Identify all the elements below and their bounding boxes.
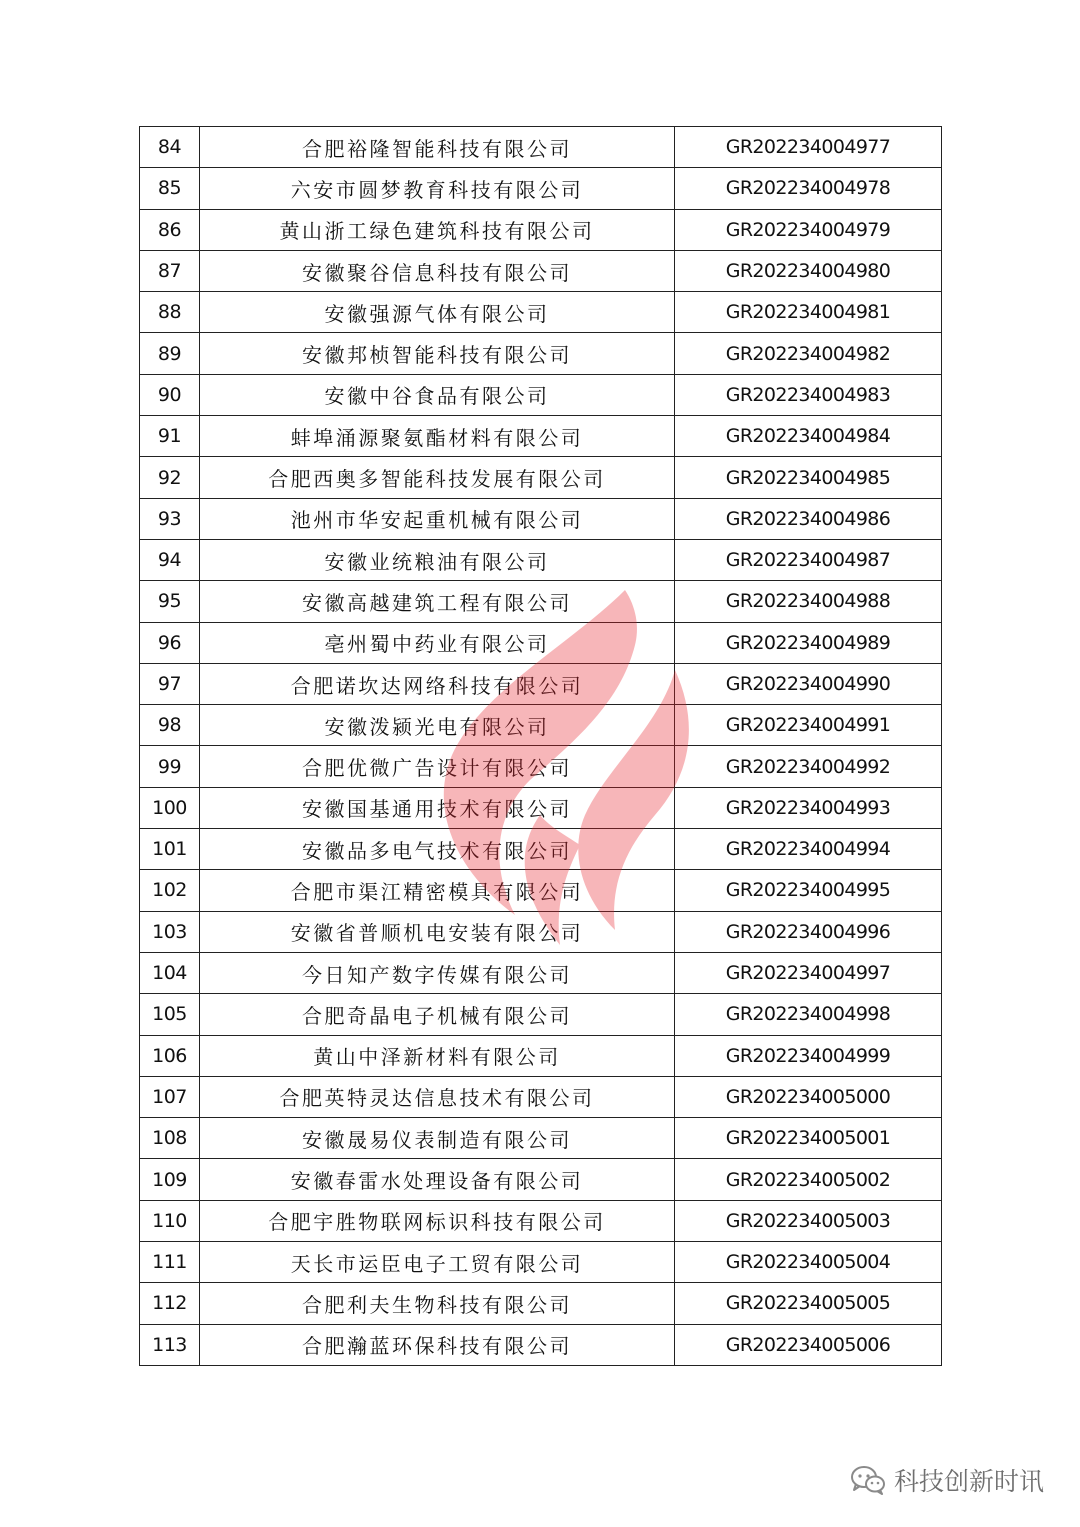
- company-name-cell: 安徽省普顺机电安装有限公司: [200, 911, 675, 952]
- company-name-cell: 合肥诺坎达网络科技有限公司: [200, 663, 675, 704]
- certificate-number-cell: GR202234004992: [675, 746, 942, 787]
- table-row: [140, 457, 942, 498]
- row-number-cell: 88: [140, 292, 200, 333]
- company-name-cell: 六安市圆梦教育科技有限公司: [200, 168, 675, 209]
- certificate-number-cell: GR202234004984: [675, 416, 942, 457]
- certificate-table: [139, 126, 942, 1366]
- certificate-number-cell: GR202234005000: [675, 1076, 942, 1117]
- company-name-cell: 安徽国基通用技术有限公司: [200, 787, 675, 828]
- row-number-cell: 108: [140, 1118, 200, 1159]
- company-name-cell: 今日知产数字传媒有限公司: [200, 952, 675, 993]
- certificate-number-cell: GR202234004997: [675, 952, 942, 993]
- company-name-cell: 黄山浙工绿色建筑科技有限公司: [200, 209, 675, 250]
- table-row: [140, 994, 942, 1035]
- company-name-cell: 合肥奇晶电子机械有限公司: [200, 994, 675, 1035]
- row-number-cell: 102: [140, 870, 200, 911]
- company-name-cell: 合肥市渠江精密模具有限公司: [200, 870, 675, 911]
- table-row: [140, 952, 942, 993]
- row-number-cell: 111: [140, 1242, 200, 1283]
- footer-brand-text: 科技创新时讯: [893, 1467, 1044, 1496]
- row-number-cell: 110: [140, 1200, 200, 1241]
- row-number-cell: 93: [140, 498, 200, 539]
- table-row: [140, 746, 942, 787]
- table-row: [140, 333, 942, 374]
- certificate-number-cell: GR202234004981: [675, 292, 942, 333]
- row-number-cell: 113: [140, 1324, 200, 1365]
- company-name-cell: 合肥西奥多智能科技发展有限公司: [200, 457, 675, 498]
- row-number-cell: 96: [140, 622, 200, 663]
- certificate-number-cell: GR202234004983: [675, 374, 942, 415]
- certificate-number-cell: GR202234005002: [675, 1159, 942, 1200]
- company-name-cell: 合肥利夫生物科技有限公司: [200, 1283, 675, 1324]
- company-name-cell: 安徽聚谷信息科技有限公司: [200, 250, 675, 291]
- certificate-number-cell: GR202234005005: [675, 1283, 942, 1324]
- certificate-number-cell: GR202234004990: [675, 663, 942, 704]
- row-number-cell: 103: [140, 911, 200, 952]
- row-number-cell: 109: [140, 1159, 200, 1200]
- company-name-cell: 亳州蜀中药业有限公司: [200, 622, 675, 663]
- row-number-cell: 107: [140, 1076, 200, 1117]
- row-number-cell: 98: [140, 705, 200, 746]
- row-number-cell: 84: [140, 127, 200, 168]
- certificate-number-cell: GR202234004980: [675, 250, 942, 291]
- row-number-cell: 91: [140, 416, 200, 457]
- company-name-cell: 安徽高越建筑工程有限公司: [200, 581, 675, 622]
- certificate-number-cell: GR202234004993: [675, 787, 942, 828]
- certificate-number-cell: GR202234004986: [675, 498, 942, 539]
- row-number-cell: 97: [140, 663, 200, 704]
- table-row: [140, 1159, 942, 1200]
- row-number-cell: 106: [140, 1035, 200, 1076]
- row-number-cell: 87: [140, 250, 200, 291]
- company-name-cell: 合肥宇胜物联网标识科技有限公司: [200, 1200, 675, 1241]
- row-number-cell: 104: [140, 952, 200, 993]
- table-row: [140, 1242, 942, 1283]
- footer-brand: [850, 1462, 1044, 1498]
- certificate-number-cell: GR202234004977: [675, 127, 942, 168]
- table-row: [140, 622, 942, 663]
- table-row: [140, 787, 942, 828]
- company-name-cell: 安徽泼颍光电有限公司: [200, 705, 675, 746]
- company-name-cell: 安徽强源气体有限公司: [200, 292, 675, 333]
- table-row: [140, 168, 942, 209]
- row-number-cell: 100: [140, 787, 200, 828]
- table-row: [140, 1200, 942, 1241]
- company-name-cell: 安徽业统粮油有限公司: [200, 539, 675, 580]
- table-row: [140, 539, 942, 580]
- table-row: [140, 663, 942, 704]
- company-name-cell: 合肥瀚蓝环保科技有限公司: [200, 1324, 675, 1365]
- table-row: [140, 292, 942, 333]
- certificate-number-cell: GR202234004995: [675, 870, 942, 911]
- row-number-cell: 105: [140, 994, 200, 1035]
- row-number-cell: 94: [140, 539, 200, 580]
- table-row: [140, 1035, 942, 1076]
- table-row: [140, 829, 942, 870]
- certificate-number-cell: GR202234004994: [675, 829, 942, 870]
- company-name-cell: 安徽邦桢智能科技有限公司: [200, 333, 675, 374]
- table-row: [140, 911, 942, 952]
- certificate-number-cell: GR202234004979: [675, 209, 942, 250]
- table-row: [140, 581, 942, 622]
- company-name-cell: 安徽春雷水处理设备有限公司: [200, 1159, 675, 1200]
- table-row: [140, 416, 942, 457]
- certificate-number-cell: GR202234004982: [675, 333, 942, 374]
- company-name-cell: 合肥裕隆智能科技有限公司: [200, 127, 675, 168]
- certificate-number-cell: GR202234004998: [675, 994, 942, 1035]
- table-row: [140, 870, 942, 911]
- certificate-number-cell: GR202234005001: [675, 1118, 942, 1159]
- table-row: [140, 127, 942, 168]
- company-name-cell: 池州市华安起重机械有限公司: [200, 498, 675, 539]
- certificate-number-cell: GR202234005006: [675, 1324, 942, 1365]
- table-row: [140, 209, 942, 250]
- table-row: [140, 705, 942, 746]
- table-row: [140, 250, 942, 291]
- row-number-cell: 92: [140, 457, 200, 498]
- certificate-number-cell: GR202234005004: [675, 1242, 942, 1283]
- row-number-cell: 89: [140, 333, 200, 374]
- certificate-number-cell: GR202234004978: [675, 168, 942, 209]
- row-number-cell: 112: [140, 1283, 200, 1324]
- company-name-cell: 蚌埠涌源聚氨酯材料有限公司: [200, 416, 675, 457]
- table-row: [140, 1118, 942, 1159]
- certificate-number-cell: GR202234004999: [675, 1035, 942, 1076]
- company-name-cell: 安徽中谷食品有限公司: [200, 374, 675, 415]
- certificate-number-cell: GR202234004991: [675, 705, 942, 746]
- certificate-number-cell: GR202234004988: [675, 581, 942, 622]
- row-number-cell: 99: [140, 746, 200, 787]
- company-name-cell: 黄山中泽新材料有限公司: [200, 1035, 675, 1076]
- row-number-cell: 95: [140, 581, 200, 622]
- company-name-cell: 天长市运臣电子工贸有限公司: [200, 1242, 675, 1283]
- table-row: [140, 498, 942, 539]
- certificate-number-cell: GR202234004989: [675, 622, 942, 663]
- table-row: [140, 1324, 942, 1365]
- table-row: [140, 1076, 942, 1117]
- row-number-cell: 101: [140, 829, 200, 870]
- wechat-icon: [850, 1465, 886, 1495]
- row-number-cell: 90: [140, 374, 200, 415]
- company-name-cell: 安徽品多电气技术有限公司: [200, 829, 675, 870]
- certificate-number-cell: GR202234004996: [675, 911, 942, 952]
- table-row: [140, 1283, 942, 1324]
- company-name-cell: 合肥优微广告设计有限公司: [200, 746, 675, 787]
- row-number-cell: 85: [140, 168, 200, 209]
- certificate-number-cell: GR202234004987: [675, 539, 942, 580]
- certificate-number-cell: GR202234005003: [675, 1200, 942, 1241]
- company-name-cell: 合肥英特灵达信息技术有限公司: [200, 1076, 675, 1117]
- table-body: [140, 127, 942, 1366]
- company-name-cell: 安徽晟易仪表制造有限公司: [200, 1118, 675, 1159]
- certificate-number-cell: GR202234004985: [675, 457, 942, 498]
- row-number-cell: 86: [140, 209, 200, 250]
- table-row: [140, 374, 942, 415]
